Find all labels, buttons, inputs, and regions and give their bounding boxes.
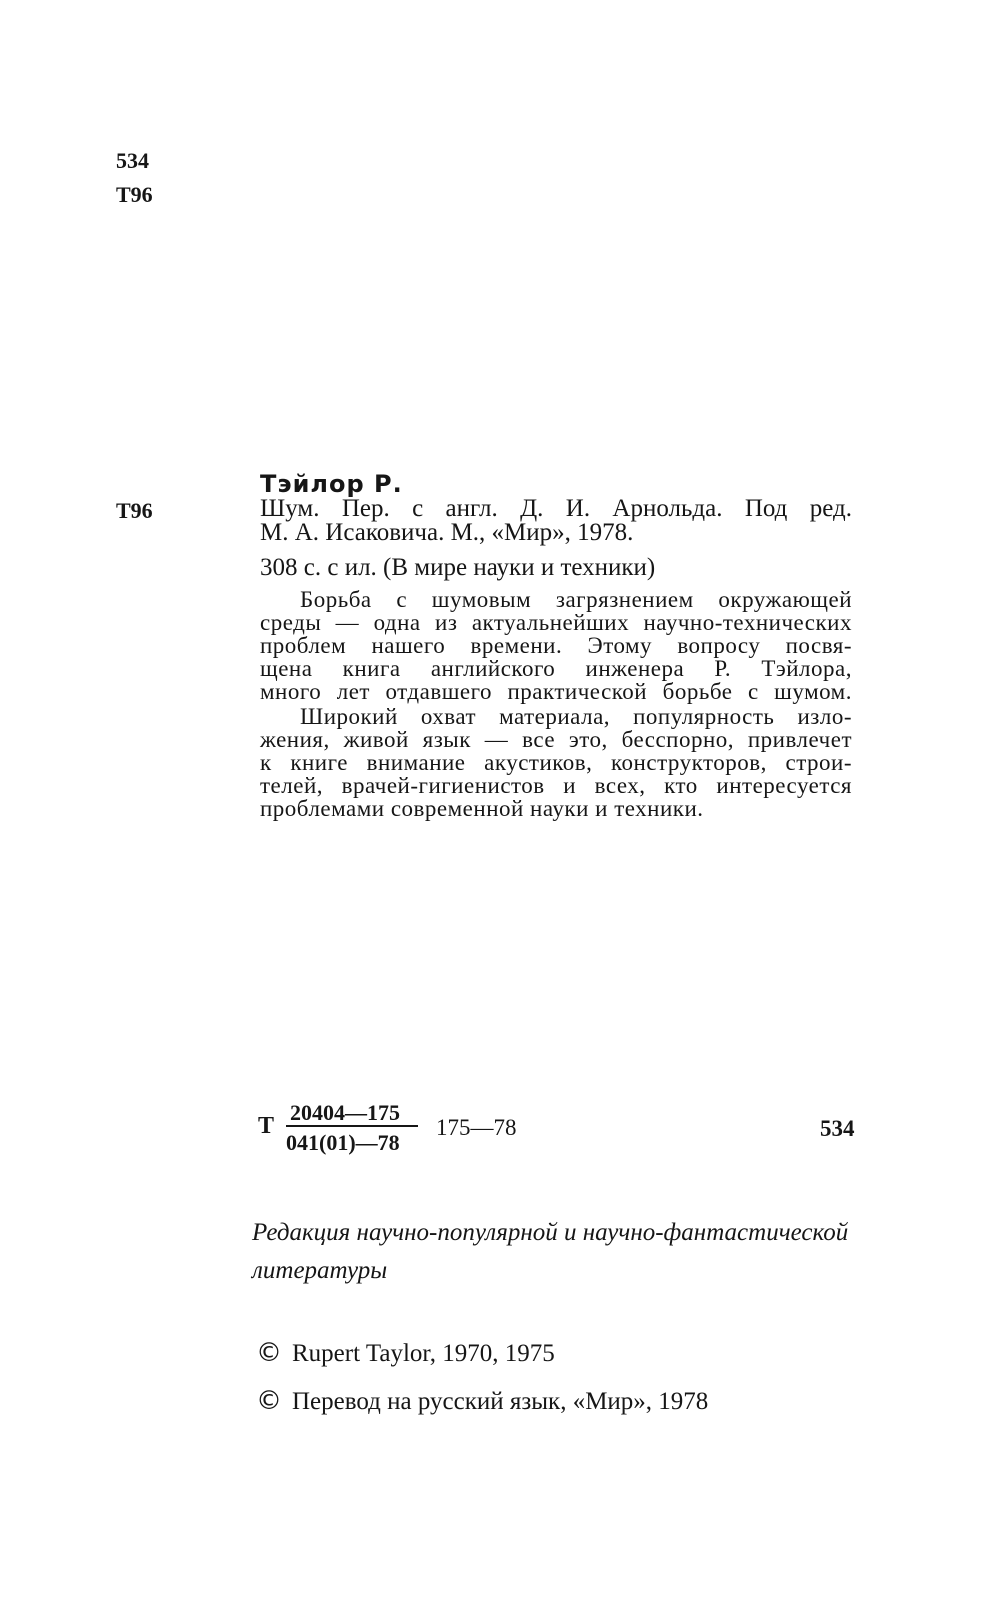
copyright-line xyxy=(256,1340,555,1366)
code-denominator: 041(01)—78 xyxy=(286,1130,400,1155)
title-line: Шум. Пер. с англ. Д. И. Арнольда. Под ред. xyxy=(260,495,852,522)
title-line: М. А. Исаковича. М., «Мир», 1978. xyxy=(260,519,634,546)
copyright-icon: © xyxy=(256,1386,282,1416)
udk-index: 534 xyxy=(116,148,149,173)
annotation-line: телей, врачей-гигиенистов и всех, кто интересуется xyxy=(260,773,852,798)
annotation-line: щена книга английского инженера Р. Тэйлора, xyxy=(260,656,852,681)
annotation-line: проблем нашего времени. Этому вопросу посвя- xyxy=(260,633,852,658)
annotation-line: много лет отдавшего практической борьбе с шумом. xyxy=(260,679,852,704)
copyright-text: Перевод на русский язык, «Мир», 1978 xyxy=(292,1388,709,1415)
bbk-index: Т96 xyxy=(116,182,153,207)
annotation-line: Борьба с шумовым загрязнением окружающей xyxy=(300,587,852,612)
annotation-line: проблемами современной науки и техники. xyxy=(260,796,704,821)
copyright-icon: © xyxy=(256,1338,282,1368)
code-letter: Т xyxy=(258,1113,275,1139)
code-udk: 534 xyxy=(820,1116,855,1141)
annotation-line: Широкий охват материала, популярность изло- xyxy=(300,704,852,729)
annotation-line: среды — одна из актуальнейших научно-технических xyxy=(260,610,852,635)
annotation-line: к книге внимание акустиков, конструкторов, строи- xyxy=(260,750,852,775)
annotation-line: жения, живой язык — все это, бесспорно, привлечет xyxy=(260,727,852,752)
code-numerator: 20404—175 xyxy=(290,1100,400,1125)
edition-note: литературы xyxy=(252,1257,388,1284)
author-name: Тэйлор Р. xyxy=(260,470,403,498)
fraction-rule xyxy=(286,1125,418,1127)
copyright-text: Rupert Taylor, 1970, 1975 xyxy=(292,1340,555,1367)
copyright-line xyxy=(256,1388,708,1414)
author-mark: Т96 xyxy=(116,498,153,523)
pages-series-line: 308 с. с ил. (В мире науки и техники) xyxy=(260,554,656,581)
code-plan-number: 175—78 xyxy=(436,1115,517,1140)
edition-note: Редакция научно-популярной и научно-фантастической xyxy=(252,1219,849,1246)
